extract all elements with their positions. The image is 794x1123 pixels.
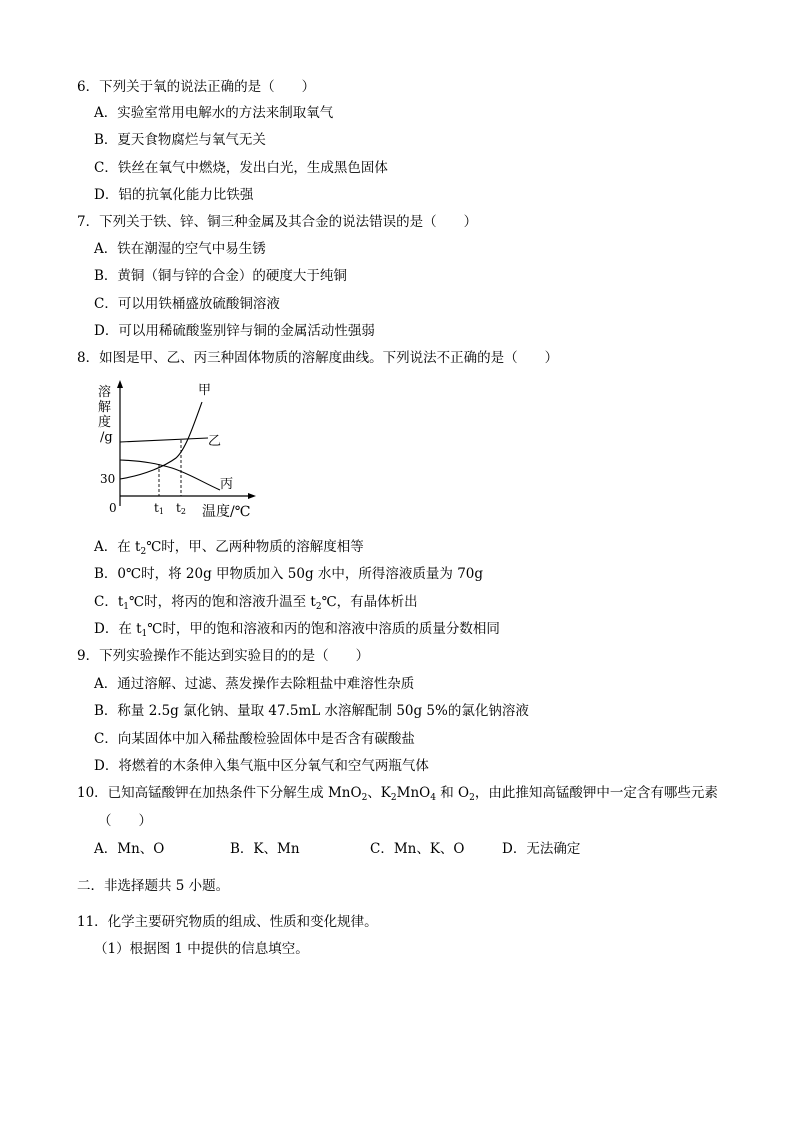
x-axis-arrow: [248, 493, 256, 499]
q9-option-a: A．通过溶解、过滤、蒸发操作去除粗盐中难溶性杂质: [94, 676, 415, 692]
q7-option-d: D．可以用稀硫酸鉴别锌与铜的金属活动性强弱: [94, 323, 375, 339]
y-label-char-4: /g: [100, 430, 113, 445]
origin-label: 0: [109, 501, 117, 515]
q10-answer-bracket: （ ）: [98, 813, 152, 829]
q11-sub1: （1）根据图 1 中提供的信息填空。: [94, 941, 309, 957]
series-label-bing: 丙: [220, 477, 234, 492]
solubility-chart: [90, 378, 260, 523]
q8-option-c: C．$t_1℃$时，将丙的饱和溶液升温至 $t_2℃$，有晶体析出: [94, 594, 418, 612]
q10-option-c: C．Mn、K、O: [370, 841, 465, 857]
q8-stem: 8．如图是甲、乙、丙三种固体物质的溶解度曲线。下列说法不正确的是（ ）: [77, 350, 559, 366]
q8-option-d: D．在 $t_1℃$时，甲的饱和溶液和丙的饱和溶液中溶质的质量分数相同: [94, 621, 500, 639]
series-label-jia: 甲: [198, 383, 212, 398]
y-label-char-3: 度: [98, 415, 112, 430]
x-tick-t1: t1: [154, 501, 164, 516]
q6-option-d: D．铝的抗氧化能力比铁强: [94, 187, 254, 203]
curve-bing: [120, 460, 220, 490]
q6-option-c: C．铁丝在氧气中燃烧，发出白光，生成黑色固体: [94, 160, 388, 176]
x-label: 温度/℃: [202, 504, 251, 520]
q9-stem: 9．下列实验操作不能达到实验目的的是（ ）: [77, 648, 370, 664]
q10-option-d: D．无法确定: [502, 841, 581, 857]
curve-yi: [120, 438, 208, 442]
q10-stem: 10．已知高锰酸钾在加热条件下分解生成 MnO$_2$、$K_2MnO_4$ 和 $O_2$，由此推知高锰酸钾中一定含有哪些元素: [77, 785, 718, 803]
q7-stem: 7．下列关于铁、锌、铜三种金属及其合金的说法错误的是（ ）: [77, 214, 478, 230]
y-label-char-1: 溶: [98, 385, 112, 400]
q7-option-b: B．黄铜（铜与锌的合金）的硬度大于纯铜: [94, 268, 347, 284]
q10-option-a: A．Mn、O: [94, 841, 165, 857]
section-2-title: 二．非选择题共 5 小题。: [77, 878, 230, 894]
q8-option-a: A．在 $t_2℃$时，甲、乙两种物质的溶解度相等: [94, 539, 364, 557]
series-label-yi: 乙: [208, 434, 222, 449]
q6-option-a: A．实验室常用电解水的方法来制取氧气: [94, 105, 334, 121]
q9-option-b: B．称量 2.5g 氯化钠、量取 47.5mL 水溶解配制 50g 5%的氯化钠溶液: [94, 703, 529, 719]
q9-option-c: C．向某固体中加入稀盐酸检验固体中是否含有碳酸盐: [94, 731, 415, 747]
q7-option-c: C．可以用铁桶盛放硫酸铜溶液: [94, 296, 280, 312]
q8-option-b: B．0℃时，将 20g 甲物质加入 50g 水中，所得溶液质量为 70g: [94, 566, 484, 582]
y-label-char-2: 解: [98, 400, 112, 415]
q7-option-a: A．铁在潮湿的空气中易生锈: [94, 241, 266, 257]
q6-option-b: B．夏天食物腐烂与氧气无关: [94, 132, 266, 148]
q10-option-b: B．K、Mn: [230, 841, 300, 857]
y-axis-arrow: [117, 380, 123, 388]
q11-stem: 11．化学主要研究物质的组成、性质和变化规律。: [77, 914, 378, 930]
q9-option-d: D．将燃着的木条伸入集气瓶中区分氧气和空气两瓶气体: [94, 758, 429, 774]
x-tick-t2: t2: [176, 501, 186, 516]
q6-stem: 6．下列关于氧的说法正确的是（ ）: [77, 79, 316, 95]
y-tick-30: 30: [100, 472, 116, 486]
